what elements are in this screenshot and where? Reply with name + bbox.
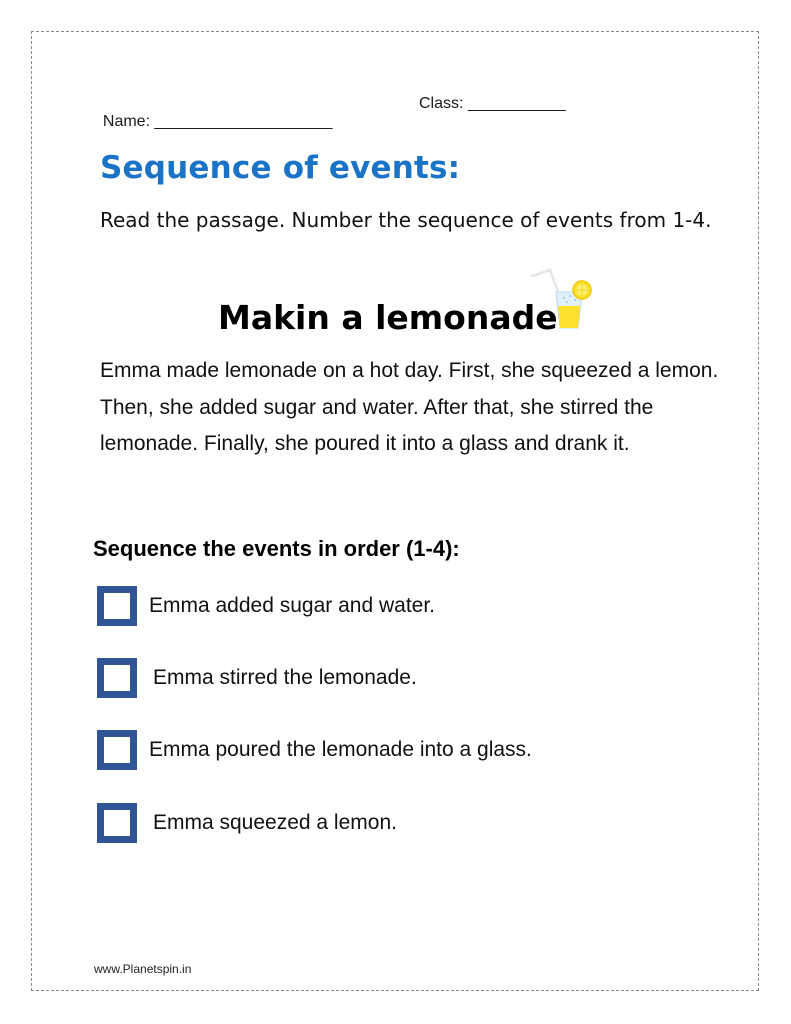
event-item xyxy=(97,730,532,770)
story-title: Makin a lemonade xyxy=(218,298,558,337)
section-title: Sequence of events: xyxy=(100,150,461,186)
event-label: Emma stirred the lemonade. xyxy=(153,666,417,689)
event-label: Emma squeezed a lemon. xyxy=(153,811,397,834)
sequence-number-box[interactable] xyxy=(97,658,137,698)
header-row xyxy=(94,95,566,149)
sequence-number-box[interactable] xyxy=(97,803,137,843)
sequence-number-box[interactable] xyxy=(97,586,137,626)
reading-passage: Emma made lemonade on a hot day. First, she squeezed a lemon. Then, she added sugar and water. After that, she stirred the lemonade. Finally, she poured it into a glass and drank it. xyxy=(100,359,719,455)
class-field[interactable]: Class: ___________ xyxy=(419,95,566,112)
event-item xyxy=(97,658,417,698)
event-item xyxy=(97,803,397,843)
sequence-number-box[interactable] xyxy=(97,730,137,770)
event-label: Emma poured the lemonade into a glass. xyxy=(149,738,532,761)
event-label: Emma added sugar and water. xyxy=(149,594,436,617)
event-item xyxy=(97,586,435,626)
sequence-heading: Sequence the events in order (1-4): xyxy=(93,536,460,561)
name-field[interactable]: Name: ____________________ xyxy=(102,113,333,130)
instructions-text: Read the passage. Number the sequence of events from 1-4. xyxy=(100,208,712,232)
footer-website-link[interactable]: www.Planetspin.in xyxy=(94,962,192,976)
lemonade-glass-icon xyxy=(528,266,592,332)
